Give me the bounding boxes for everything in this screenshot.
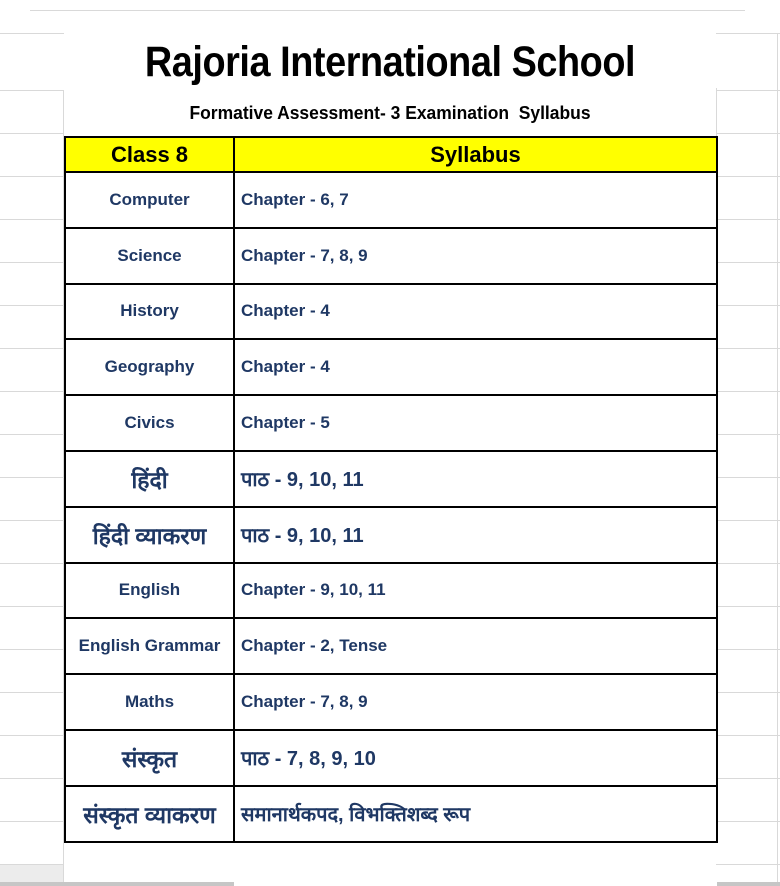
syllabus-cell: Chapter - 4 — [234, 339, 717, 395]
subject-cell: Civics — [65, 395, 234, 451]
subject-cell: History — [65, 284, 234, 340]
gridline — [0, 305, 64, 306]
col-header-syllabus: Syllabus — [234, 137, 717, 172]
subject-cell: संस्कृत व्याकरण — [65, 786, 234, 842]
table-row — [65, 451, 717, 507]
gridline — [716, 864, 780, 865]
gridline — [0, 520, 64, 521]
sheet-edge-band — [717, 882, 780, 886]
subject-cell: English Grammar — [65, 618, 234, 674]
table-row — [65, 563, 717, 619]
syllabus-cell: पाठ - 7, 8, 9, 10 — [234, 730, 717, 786]
syllabus-cell: Chapter - 7, 8, 9 — [234, 228, 717, 284]
gridline — [716, 692, 780, 693]
gridline — [716, 735, 780, 736]
table-row — [65, 674, 717, 730]
table-row — [65, 507, 717, 563]
gridline — [0, 133, 64, 134]
gridline — [716, 477, 780, 478]
gridline — [0, 219, 64, 220]
gridline — [716, 434, 780, 435]
syllabus-cell: Chapter - 2, Tense — [234, 618, 717, 674]
gridline — [0, 90, 64, 91]
gridline — [0, 606, 64, 607]
gridline — [716, 391, 780, 392]
table-row — [65, 786, 717, 842]
col-header-class: Class 8 — [65, 137, 234, 172]
subject-cell: English — [65, 563, 234, 619]
school-title: Rajoria International School — [144, 38, 636, 86]
syllabus-cell: Chapter - 9, 10, 11 — [234, 563, 717, 619]
gridline — [716, 33, 780, 34]
gridline — [716, 305, 780, 306]
gridline — [716, 133, 780, 134]
gridline — [30, 10, 745, 11]
gridline — [716, 219, 780, 220]
gridline — [0, 563, 64, 564]
subject-cell: Computer — [65, 172, 234, 228]
subject-cell: Science — [65, 228, 234, 284]
subject-cell: Geography — [65, 339, 234, 395]
table-row — [65, 339, 717, 395]
table-row — [65, 730, 717, 786]
gridline — [0, 176, 64, 177]
syllabus-cell: Chapter - 4 — [234, 284, 717, 340]
gridline — [716, 520, 780, 521]
gridline — [0, 434, 64, 435]
table-row — [65, 395, 717, 451]
gridline — [0, 649, 64, 650]
syllabus-cell: समानार्थकपद, विभक्तिशब्द रूप — [234, 786, 717, 842]
gridline — [716, 90, 780, 91]
sheet-edge-band — [0, 882, 234, 886]
syllabus-cell: Chapter - 6, 7 — [234, 172, 717, 228]
gridline — [0, 262, 64, 263]
gridline — [0, 778, 64, 779]
gridline — [716, 649, 780, 650]
gridline — [716, 176, 780, 177]
gridline — [0, 821, 64, 822]
gridline — [0, 692, 64, 693]
exam-subtitle: Formative Assessment- 3 Examination Syllabus — [189, 103, 591, 123]
table-row — [65, 228, 717, 284]
subject-cell: हिंदी — [65, 451, 234, 507]
gridline — [777, 33, 778, 886]
gridline — [0, 735, 64, 736]
gridline — [716, 262, 780, 263]
gridline — [716, 821, 780, 822]
subject-cell: संस्कृत — [65, 730, 234, 786]
gridline — [716, 606, 780, 607]
syllabus-cell: पाठ - 9, 10, 11 — [234, 451, 717, 507]
table-row — [65, 618, 717, 674]
table-row — [65, 172, 717, 228]
gridline — [716, 348, 780, 349]
gridline — [0, 391, 64, 392]
gridline — [716, 778, 780, 779]
gridline — [0, 477, 64, 478]
gridline — [716, 563, 780, 564]
gridline — [0, 348, 64, 349]
syllabus-cell: Chapter - 7, 8, 9 — [234, 674, 717, 730]
header-row — [65, 137, 717, 172]
subject-cell: Maths — [65, 674, 234, 730]
syllabus-table — [64, 136, 718, 843]
table-row — [65, 284, 717, 340]
gridline — [0, 33, 64, 34]
subject-cell: हिंदी व्याकरण — [65, 507, 234, 563]
syllabus-cell: Chapter - 5 — [234, 395, 717, 451]
syllabus-cell: पाठ - 9, 10, 11 — [234, 507, 717, 563]
